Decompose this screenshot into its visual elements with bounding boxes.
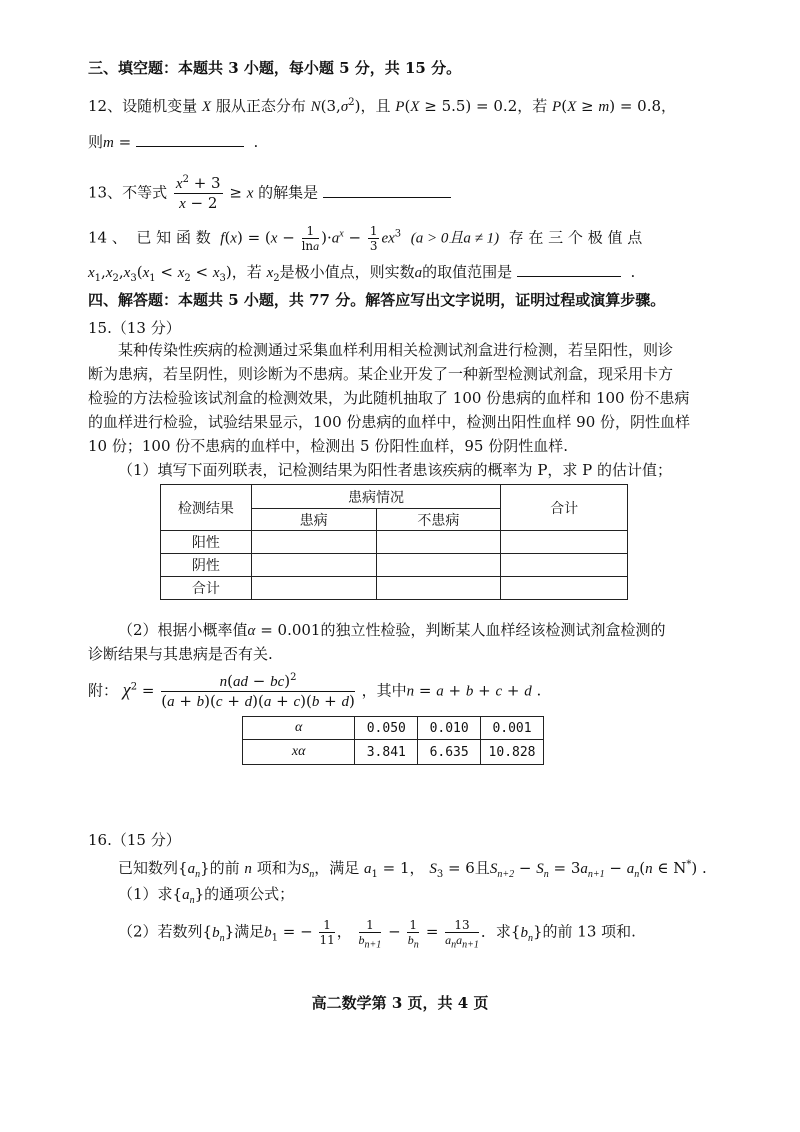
question-13: 13、不等式 $\frac{x^2 + 3}{x - 2}$ ≥ x 的解集是	[88, 174, 451, 213]
q16-text: 的前 13 项和.	[542, 922, 636, 941]
q12-text: ，且	[360, 97, 391, 115]
alpha-value: 0.010	[418, 717, 481, 740]
x-alpha-label: xα	[243, 740, 355, 765]
q15-para-line: 某种传染性疾病的检测通过采集血样利用相关检测试剂盒进行检测，若呈阳性，则诊	[118, 341, 674, 359]
page-footer: 高二数学第 3 页，共 4 页	[311, 994, 489, 1012]
q15-part2: （2）根据小概率值α = 0.001的独立性检验，判断某人血样经该检测试剂盒检测的	[118, 621, 666, 639]
question-14: 14 、 已 知 函 数 f(x) = (x − $\frac{1}{\ln a}$ )$\cdot a^x$ − $\frac{1}{3}$ $ex^3$ (a > 0且a ≠ 1) 存 在 三 个 极 值 点	[88, 224, 643, 253]
appendix-label: 附：	[88, 681, 119, 700]
q16-text: 的通项公式；	[204, 885, 295, 903]
q14-condition: (a > 0且a ≠ 1)	[410, 230, 500, 247]
header-sick: 患病	[251, 509, 376, 531]
section4-title: 四、解答题：本题共 5 小题，共 77 分。解答应写出文字说明，证明过程或演算步骤。	[88, 291, 666, 309]
q14-text: 已 知 函 数	[136, 228, 211, 247]
q14-answer-blank[interactable]	[517, 276, 621, 277]
q12-text: 服从正态分布	[215, 97, 306, 115]
q15-para-line: 断为患病，若呈阴性，则诊断为不患病。某企业开发了一种新型检测试剂盒，现采用卡方	[88, 365, 674, 383]
q16-text: 且	[474, 859, 490, 877]
q16-text: （2）若数列	[118, 922, 203, 941]
cell-negative-total[interactable]	[501, 554, 628, 577]
q16-fraction: $\frac{1}{b_{n+1}}$	[358, 918, 382, 951]
cell-negative-notsick[interactable]	[376, 554, 501, 577]
q16-text: 满足	[234, 922, 265, 941]
q16-header: 16.（15 分）	[88, 831, 181, 849]
q14-text: ，若	[231, 263, 262, 281]
q15-part1: （1）填写下面列联表，记检测结果为阳性者患该疾病的概率为 P，求 P 的估计值；	[118, 461, 673, 479]
chi-square-formula: 附： $\chi^2$ = $\frac{n(ad - bc)^2}{(a + b)(c + d)(a + c)(b + d)}$ ，其中n = a + b + c + d .	[88, 672, 542, 710]
header-notsick: 不患病	[376, 509, 501, 531]
cell-total-sick[interactable]	[251, 577, 376, 600]
q15-part2-cont: 诊断结果与其患病是否有关.	[88, 645, 273, 663]
q16-text: 已知数列	[118, 859, 179, 877]
cell-negative-sick[interactable]	[251, 554, 376, 577]
q16-text: ，	[409, 859, 425, 877]
q16-part2: （2）若数列$\{b_n\}$满足$b_1$ = − $\frac{1}{11}$ ， $\frac{1}{b_{n+1}}$ − $\frac{1}{b_n}$ = $\frac{13}{a_na_{n+1}}$ ．求$\{b_n\}$的前 13 项和.	[118, 918, 636, 951]
q16-part1: （1）求$\{a_n\}$的通项公式；	[118, 885, 295, 906]
q15-para-line: 检验的方法检验该试剂盒的检测效果，为此随机抽取了 100 份患病的血样和 100 份不患病	[88, 389, 690, 407]
chi-square-fraction: $\frac{n(ad - bc)^2}{(a + b)(c + d)(a + c)(b + d)}$	[161, 672, 355, 710]
q15-part2-text: 的独立性检验，判断某人血样经该检测试剂盒检测的	[320, 621, 666, 639]
q14-fraction-lna: $\frac{1}{\ln a}$	[301, 224, 320, 253]
q15-para-line: 10 份；100 份不患病的血样中，检测出 5 份阳性血样，95 份阴性血样.	[88, 437, 568, 455]
q14-text: 的取值范围是	[422, 263, 513, 281]
cell-positive-total[interactable]	[501, 531, 628, 554]
q12-text: 设随机变量	[122, 97, 198, 115]
cell-total-total[interactable]	[501, 577, 628, 600]
header-total: 合计	[501, 485, 628, 531]
alpha-label: α	[243, 717, 355, 740]
q16-text: 的前	[209, 859, 240, 877]
x-alpha-value: 6.635	[418, 740, 481, 765]
q12-answer-blank[interactable]	[136, 146, 244, 147]
q13-fraction: $\frac{x^2 + 3}{x - 2}$	[175, 174, 221, 212]
question-12-cont: 则m = .	[88, 133, 259, 151]
alpha-value: 0.001	[481, 717, 544, 740]
q15-header: 15.（13 分）	[88, 319, 181, 337]
row-label-total: 合计	[161, 577, 252, 600]
critical-value-table	[242, 716, 544, 765]
q12-number: 12、	[88, 97, 123, 115]
q16-text: （1）求	[118, 885, 173, 903]
section3-title: 三、填空题：本题共 3 小题，每小题 5 分，共 15 分。	[88, 59, 462, 77]
q16-text: ．求	[480, 922, 511, 941]
cell-total-notsick[interactable]	[376, 577, 501, 600]
q16-fraction: $\frac{1}{b_n}$	[407, 918, 419, 951]
formula-text: ，其中	[361, 681, 407, 700]
x-alpha-value: 3.841	[355, 740, 418, 765]
cell-positive-notsick[interactable]	[376, 531, 501, 554]
q14-fraction-third: $\frac{1}{3}$	[369, 224, 378, 253]
row-label-negative: 阴性	[161, 554, 252, 577]
q13-text: 不等式	[122, 183, 168, 202]
header-status: 患病情况	[251, 485, 500, 509]
q16-line1: 已知数列$\{a_n\}$的前 n 项和为$S_n$，满足 $a_1 = 1$， $S_3 = 6$且$S_{n+2} - S_n = 3a_{n+1} - a_n(n$ ∈ N*) .	[118, 859, 707, 880]
question-14-cont: $x_1,x_2,x_3(x_1 < x_2 < x_3)$，若 $x_2$是极小值点，则实数a的取值范围是 .	[88, 263, 636, 284]
q14-text: .	[630, 263, 636, 281]
q13-answer-blank[interactable]	[323, 197, 451, 198]
q15-para-line: 的血样进行检验，试验结果显示，100 份患病的血样中，检测出阳性血样 90 份，阴性血样	[88, 413, 691, 431]
cell-positive-sick[interactable]	[251, 531, 376, 554]
contingency-table	[160, 484, 628, 600]
q14-text: 存 在 三 个 极 值 点	[508, 228, 643, 247]
q14-number: 14 、	[88, 228, 127, 247]
q13-text: 的解集是	[258, 183, 319, 202]
alpha-value: 0.050	[355, 717, 418, 740]
header-result: 检测结果	[161, 485, 252, 531]
q13-number: 13、	[88, 183, 123, 202]
q16-text: ，满足	[314, 859, 360, 877]
q16-text: 项和为	[256, 859, 302, 877]
q15-part2-text: （2）根据小概率值	[118, 621, 248, 639]
q12-text: ，若	[517, 97, 548, 115]
q16-fraction: $\frac{1}{11}$	[319, 918, 335, 947]
q12-text: .	[253, 133, 259, 151]
q14-text: 是极小值点，则实数	[279, 263, 415, 281]
row-label-positive: 阳性	[161, 531, 252, 554]
x-alpha-value: 10.828	[481, 740, 544, 765]
question-12: 12、设随机变量 X 服从正态分布 $N(3,\sigma^2)$，且 P(X ≥ 5.5) = 0.2，若 P(X ≥ m) = 0.8，	[88, 97, 677, 115]
q16-fraction: $\frac{13}{a_na_{n+1}}$	[445, 918, 479, 951]
q12-text: 则	[88, 133, 104, 151]
